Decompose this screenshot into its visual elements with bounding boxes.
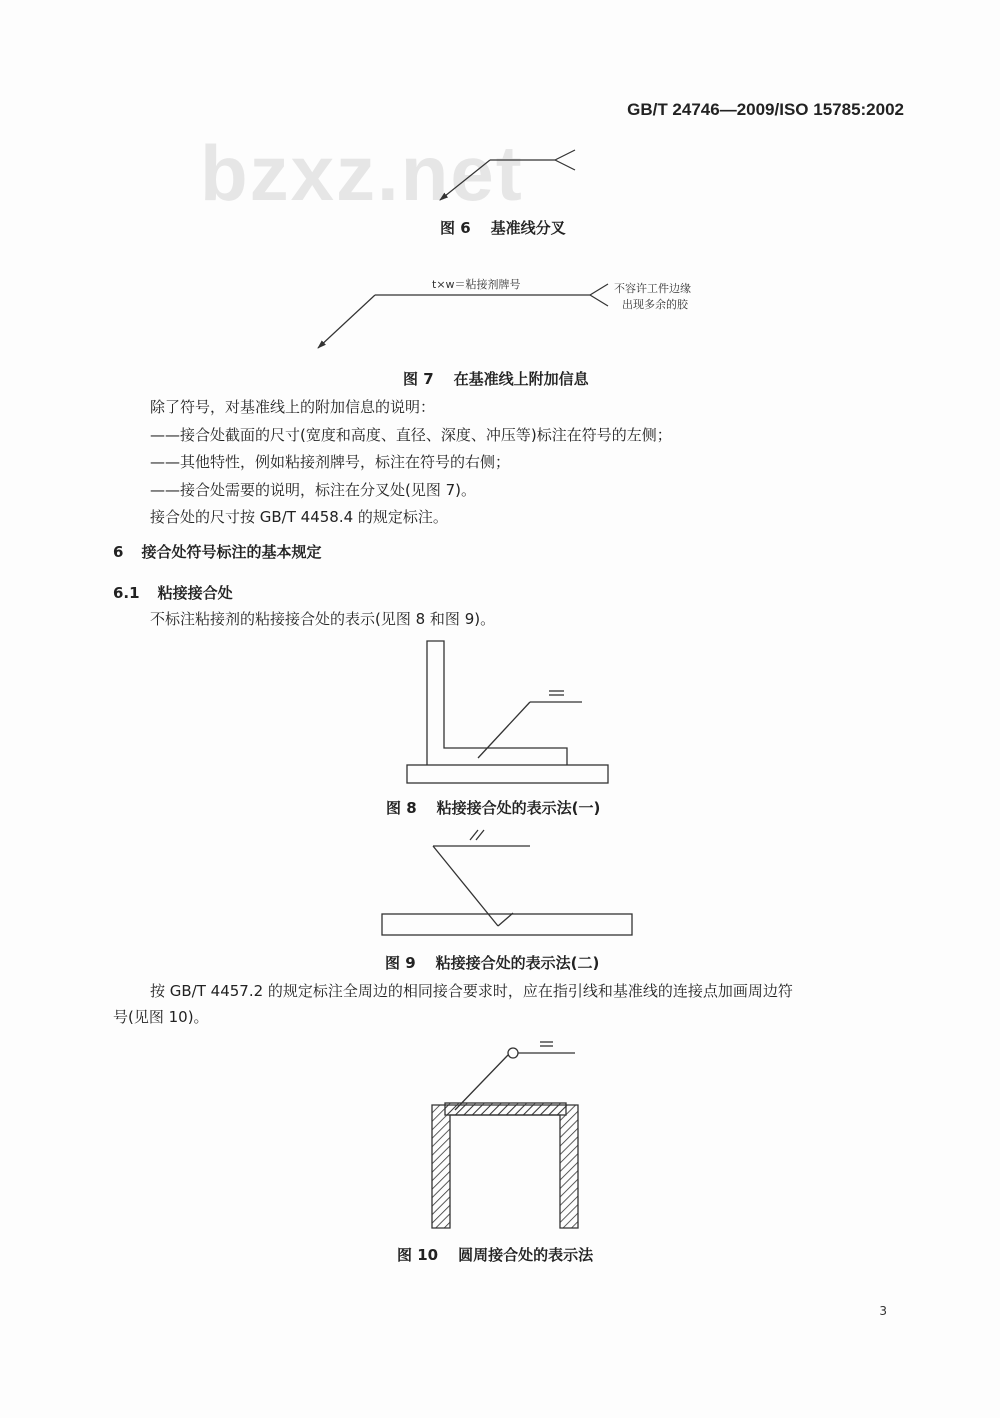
watermark: bzxz.net	[200, 129, 524, 217]
standard-number: GB/T 24746—2009/ISO 15785:2002	[627, 100, 904, 119]
para-additional-info-intro: 除了符号，对基准线上的附加信息的说明：	[150, 398, 436, 416]
figure-7-left-label: t×w＝粘接剂牌号	[432, 278, 521, 291]
figure-9-number: 图 9	[385, 954, 416, 972]
section-6-1-number: 6.1	[113, 584, 140, 602]
figure-6-caption	[440, 217, 566, 238]
figure-6-drawing	[440, 150, 575, 200]
figure-8-title: 粘接接合处的表示法(一)	[436, 799, 601, 817]
para-circumferential-line1: 按 GB/T 4457.2 的规定标注全周边的相同接合要求时，应在指引线和基准线的连接点加画周边符	[150, 982, 793, 1000]
figure-7-title: 在基准线上附加信息	[453, 370, 589, 388]
para-circumferential-line2: 号(见图 10)。	[113, 1008, 209, 1026]
figure-7-drawing	[318, 284, 608, 348]
figure-9-title: 粘接接合处的表示法(二)	[435, 954, 600, 972]
figure-8-number: 图 8	[386, 799, 417, 817]
figure-10-title: 圆周接合处的表示法	[458, 1246, 594, 1264]
figure-7-caption	[403, 368, 589, 389]
figure-10-drawing	[432, 1042, 578, 1228]
para-bonded-joint: 不标注粘接剂的粘接接合处的表示(见图 8 和图 9)。	[150, 610, 496, 628]
figure-8-caption	[386, 797, 600, 818]
list-item: ——接合处需要的说明，标注在分叉处(见图 7)。	[150, 481, 477, 499]
figure-7-right-label-line1: 不容许工件边缘	[614, 282, 691, 295]
list-item: ——接合处截面的尺寸(宽度和高度、直径、深度、冲压等)标注在符号的左侧；	[150, 426, 672, 444]
section-6-1-title: 粘接接合处	[157, 584, 233, 602]
para-dimension-note: 接合处的尺寸按 GB/T 4458.4 的规定标注。	[150, 508, 448, 526]
section-6-number: 6	[113, 543, 124, 561]
figure-10-number: 图 10	[397, 1246, 439, 1264]
figure-9-caption	[385, 952, 599, 973]
figure-6-title: 基准线分叉	[490, 219, 566, 237]
figure-6-number: 图 6	[440, 219, 471, 237]
figure-9-drawing	[382, 830, 632, 935]
figure-8-drawing	[407, 641, 608, 783]
page-number: 3	[879, 1304, 887, 1318]
list-item: ——其他特性，例如粘接剂牌号，标注在符号的右侧；	[150, 453, 511, 471]
section-6-title: 接合处符号标注的基本规定	[141, 543, 322, 561]
figure-7-number: 图 7	[403, 370, 434, 388]
figure-7-right-label-line2: 出现多余的胶	[622, 298, 688, 311]
figure-10-caption	[397, 1244, 593, 1265]
section-6-1-heading	[113, 582, 233, 603]
section-6-heading	[113, 541, 321, 562]
